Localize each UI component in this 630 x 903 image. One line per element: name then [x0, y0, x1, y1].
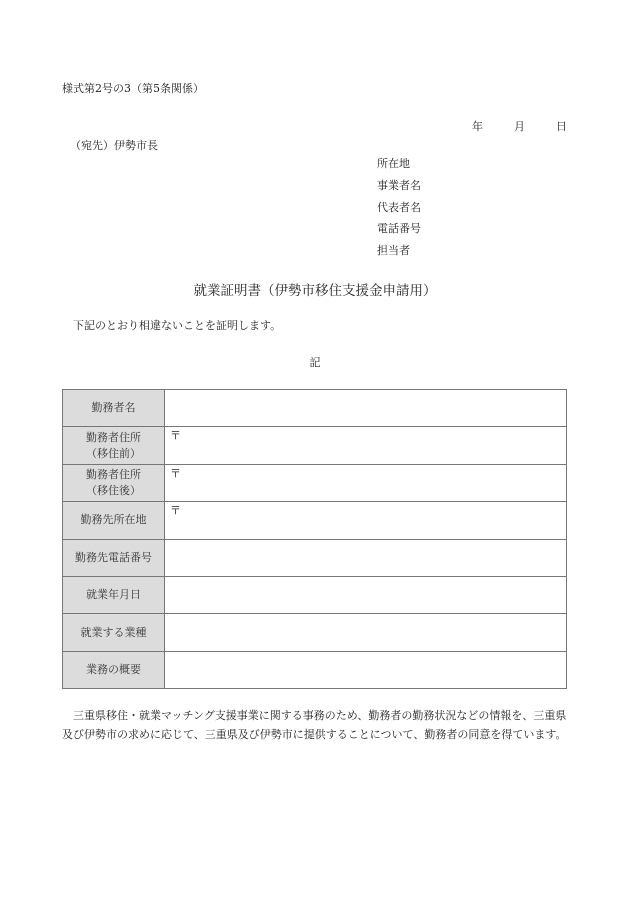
row-label-industry: 就業する業種: [63, 614, 165, 651]
date-year: 年: [472, 120, 483, 133]
table-row: [63, 651, 567, 688]
addressee: （宛先）伊勢市長: [70, 139, 158, 152]
row-label-address-before: 勤務者住所 （移住前）: [63, 427, 165, 464]
date-day: 日: [556, 120, 567, 133]
employment-date-field[interactable]: [165, 576, 567, 613]
table-row: [63, 502, 567, 539]
workplace-address-field[interactable]: [165, 502, 567, 539]
certificate-table: [62, 389, 567, 689]
industry-field[interactable]: [165, 614, 567, 651]
date-month: 月: [514, 120, 525, 133]
table-row: [63, 576, 567, 613]
row-label-workplace-address: 勤務先所在地: [63, 502, 165, 539]
table-row: [63, 539, 567, 576]
consent-text: 三重県移住・就業マッチング支援事業に関する事務のため、勤務者の勤務状況などの情報を、三重県及び伊勢市の求めに応じて、三重県及び伊勢市に提供することについて、勤務者の同意を得ています。: [62, 709, 567, 741]
table-row: [63, 614, 567, 651]
worker-name-field[interactable]: [165, 390, 567, 427]
workplace-phone-field[interactable]: [165, 539, 567, 576]
field-phone-label: 電話番号: [377, 222, 421, 235]
postal-mark-icon: 〒: [170, 466, 181, 480]
document-title: 就業証明書（伊勢市移住支援金申請用）: [193, 283, 437, 299]
postal-mark-icon: 〒: [170, 504, 181, 518]
row-label-workplace-phone: 勤務先電話番号: [63, 539, 165, 576]
field-representative-label: 代表者名: [377, 201, 421, 214]
postal-mark-icon: 〒: [170, 429, 181, 443]
field-contact-person-label: 担当者: [377, 244, 410, 257]
consent-paragraph: [62, 706, 568, 744]
field-location-label: 所在地: [377, 157, 410, 170]
intro-text: 下記のとおり相違ないことを証明します。: [73, 319, 282, 332]
field-business-name-label: 事業者名: [377, 179, 421, 192]
row-label-employment-date: 就業年月日: [63, 576, 165, 613]
job-summary-field[interactable]: [165, 651, 567, 688]
address-before-field[interactable]: [165, 427, 567, 464]
row-label-job-summary: 業務の概要: [63, 651, 165, 688]
row-label-address-after: 勤務者住所 （移住後）: [63, 464, 165, 501]
date-line: [472, 118, 567, 134]
table-row: [63, 427, 567, 464]
table-row: [63, 464, 567, 501]
ki-heading: 記: [309, 356, 321, 369]
row-label-worker-name: 勤務者名: [63, 390, 165, 427]
address-after-field[interactable]: [165, 464, 567, 501]
form-number: 様式第2号の3（第5条関係）: [62, 82, 204, 95]
table-row: [63, 390, 567, 427]
